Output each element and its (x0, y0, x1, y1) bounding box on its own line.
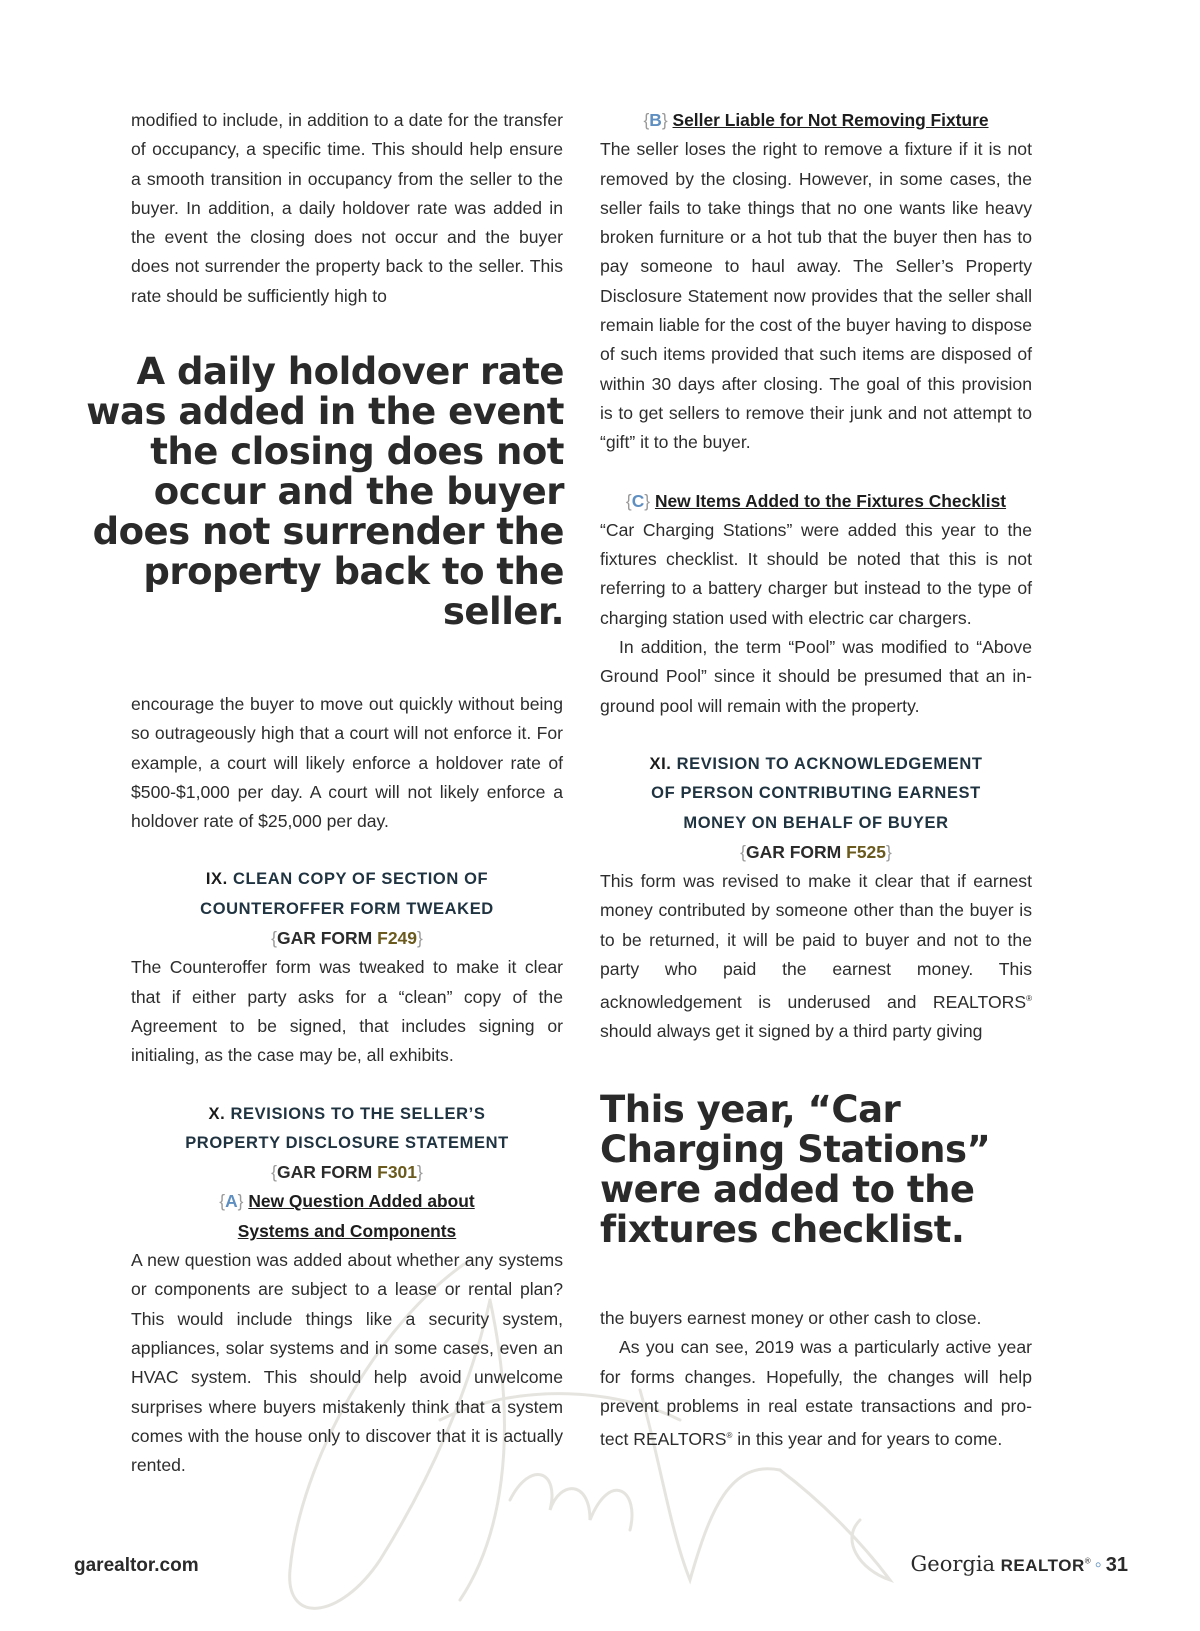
gar-form-label: GAR FORM (745, 841, 842, 862)
section-title-line: CLEAN COPY OF SECTION OF (232, 870, 489, 889)
section-heading-xi (600, 750, 1032, 779)
section-number: X. (208, 1104, 226, 1123)
footer-website-url[interactable]: garealtor.com (74, 1555, 199, 1576)
gar-form-label: GAR FORM (276, 928, 373, 949)
body-text: As you can see, 2019 was a particularly active year for forms changes. Hopefully, the changes will help prevent problems in real estate transactions and protect REALTORS (600, 1337, 1032, 1450)
body-paragraph (600, 867, 1032, 1047)
body-paragraph: A new question was added about whether any systems or components are subject to a lease or rental plan? This would include things like a security system, appliances, solar systems and in some cases, even an HVAC system. This should help avoid unwelcome surprises where buyers mistakenly think that a system comes with the house only to discover that it is actually rented. (131, 1250, 563, 1476)
section-title-line: REVISION TO ACKNOWLEDGEMENT (676, 754, 983, 773)
subsection-title: New Items Added to the Fixtures Checklist (654, 490, 1007, 511)
subsection-heading-b: {B} Seller Liable for Not Removing Fixture (643, 110, 989, 130)
subsection-heading-a: {A} New Question Added about (219, 1191, 475, 1212)
section-heading-ix (131, 865, 563, 894)
registered-mark: ® (1084, 1556, 1091, 1566)
brand-georgia: Georgia (910, 1552, 996, 1576)
body-paragraph: “Car Charging Stations” were added this year to the fixtures checklist. It should be noted that this is not referring to a battery charger but instead to the type of charging station used with electric car chargers. (600, 519, 1032, 628)
gar-form-label: GAR FORM (276, 1162, 373, 1183)
subsection-heading-c: {C} New Items Added to the Fixtures Checklist (625, 490, 1007, 511)
body-paragraph: encourage the buyer to move out quickly without being so outrageously high that a court will not enforce it. For example, a court will likely enforce a holdover rate of $500-$1,000 per day. A court will not likely enforce a holdover rate of $25,000 per day. (131, 694, 563, 832)
left-column-lower (131, 690, 563, 1480)
body-paragraph: modified to include, in addition to a date for the transfer of occupancy, a specific time. This should help ensure a smooth transition in occupancy from the seller to the buyer. In addition, a daily holdover rate was added in the event the closing does not occur and the buyer does not surrender the property back to the seller. This rate should be sufficiently high to (131, 110, 563, 306)
registered-mark: ® (726, 1431, 733, 1441)
section-heading-x (131, 1100, 563, 1129)
section-title-line: OF PERSON CONTRIBUTING EARNEST (651, 784, 981, 803)
body-paragraph (600, 1333, 1032, 1454)
body-paragraph: In addition, the term “Pool” was modified to “Above Ground Pool” since it should be presumed that an in-ground pool will remain with the property. (600, 637, 1032, 716)
subsection-letter: B (649, 110, 662, 130)
body-text: This form was revised to make it clear that if earnest money contributed by someone other than the buyer is to be returned, it will be paid to buyer and not to the party who paid the earnest money. This acknowledgement is underused and REALTORS (600, 871, 1032, 1013)
subsection-title: Systems and Components (237, 1220, 457, 1241)
left-column-top (131, 106, 563, 311)
section-title-line: COUNTEROFFER FORM TWEAKED (200, 899, 494, 918)
brand-realtor: REALTOR (1000, 1556, 1085, 1575)
section-title-line: MONEY ON BEHALF OF BUYER (683, 813, 949, 832)
gar-form-reference: {GAR FORM F301} (271, 1162, 423, 1183)
footer-brand (911, 1552, 1128, 1577)
section-title-line: PROPERTY DISCLOSURE STATEMENT (185, 1133, 509, 1152)
subsection-title-line (131, 1217, 563, 1246)
separator-dot-icon: ◦ (1094, 1554, 1102, 1576)
right-column-lower (600, 1304, 1032, 1454)
pull-quote-holdover: A daily holdover rate was added in the event the closing does not occur and the buyer does not surrender the property back to the seller. (86, 350, 564, 633)
subsection-title: Seller Liable for Not Removing Fixture (672, 110, 989, 130)
page-number: 31 (1105, 1554, 1128, 1576)
form-number: F301 (377, 1162, 418, 1183)
subsection-letter: C (631, 490, 645, 511)
gar-form-reference: {GAR FORM F525} (740, 841, 892, 862)
body-paragraph: the buyers earnest money or other cash to close. (600, 1308, 982, 1328)
section-number: XI. (649, 754, 672, 773)
pull-quote-car-charging: This year, “Car Charging Stations” were added to the fixtures checklist. (600, 1088, 991, 1251)
registered-mark: ® (1026, 994, 1032, 1004)
body-text: should always get it signed by a third party giving (600, 1021, 983, 1042)
body-paragraph: The Counteroffer form was tweaked to make it clear that if either party asks for a “clean” copy of the Agreement to be signed, that includes signing or initialing, as the case may be, all exhibits. (131, 957, 563, 1066)
section-number: IX. (205, 870, 228, 889)
right-column-top (600, 106, 1032, 1047)
subsection-letter: A (225, 1191, 238, 1212)
form-number: F525 (846, 841, 887, 862)
body-paragraph: The seller loses the right to remove a fixture if it is not removed by the closing. However, in some cases, the seller fails to take things that no one wants like heavy broken furniture or a hot tub that the buyer then has to pay someone to haul away. The Seller’s Property Disclosure Statement now provides that the seller shall remain liable for the cost of the buyer having to dispose of such items provided that such items are disposed of within 30 days after closing. The goal of this provision is to get sellers to remove their junk and not attempt to “gift” it to the buyer. (600, 139, 1032, 453)
gar-form-reference: {GAR FORM F249} (271, 928, 423, 949)
subsection-title: New Question Added about (248, 1191, 475, 1212)
body-text: in this year and for years to come. (737, 1429, 1003, 1450)
section-title-line: REVISIONS TO THE SELLER’S (230, 1104, 486, 1123)
form-number: F249 (377, 928, 418, 949)
